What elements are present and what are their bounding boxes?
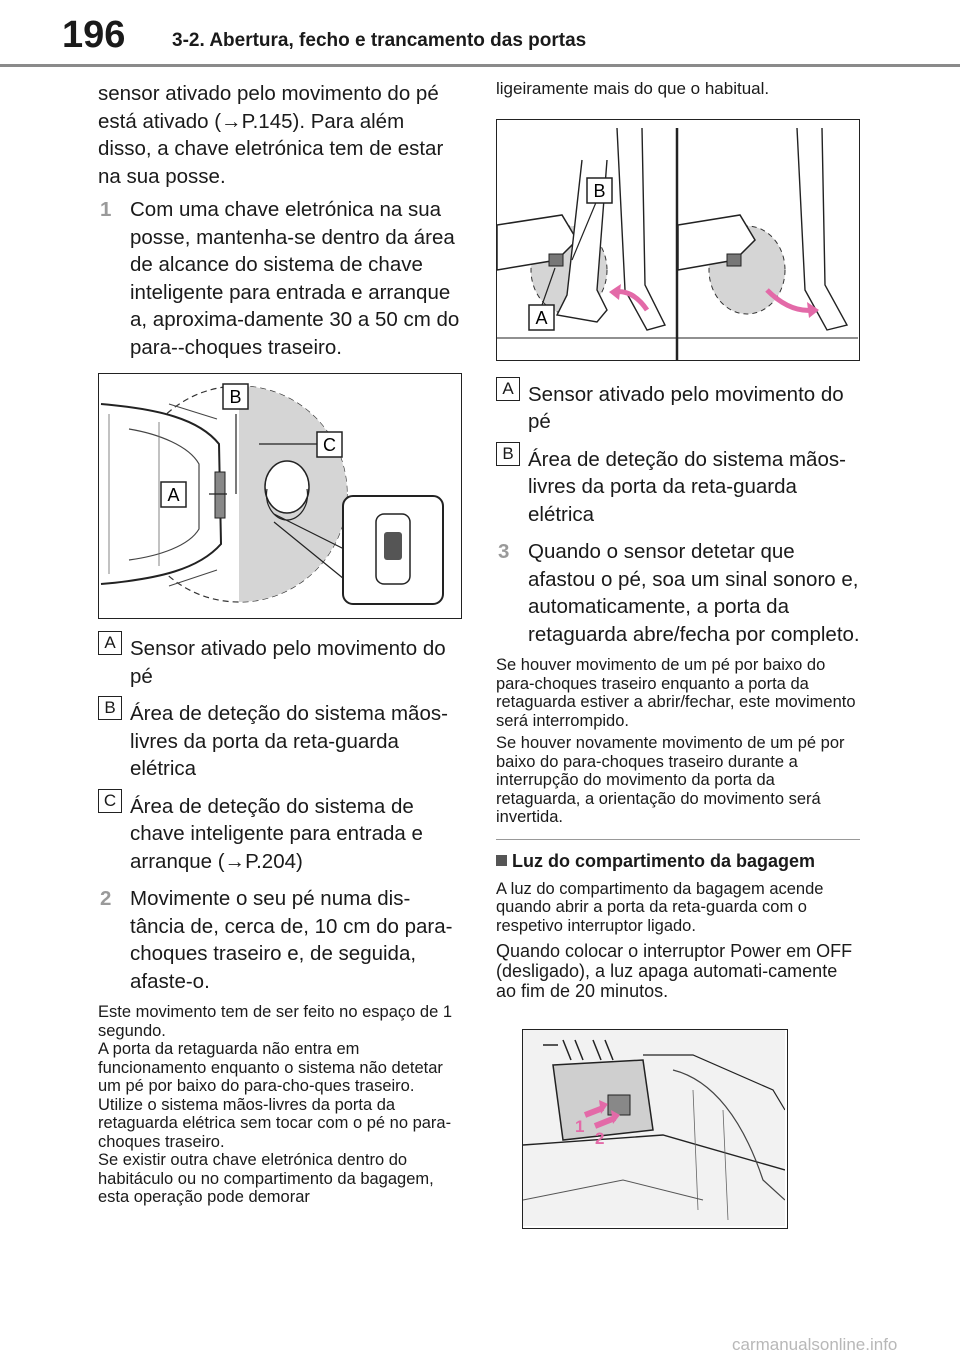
step-1 <box>98 196 462 361</box>
step-1-number: 1 <box>100 198 112 221</box>
note-paragraph: Se houver movimento de um pé por baixo do para-choques traseiro enquanto a porta da retaguarda estiver a abrir/fechar, este movimento será interrompido. <box>496 656 856 730</box>
figure-foot-motion <box>496 119 860 361</box>
luggage-light-illustration <box>523 1030 785 1226</box>
section-title: 3-2. Abertura, fecho e trancamento das portas <box>172 30 587 51</box>
header-rule <box>0 64 960 67</box>
section-divider <box>496 839 860 840</box>
continuation-text: ligeiramente mais do que o habitual. <box>496 79 770 98</box>
figure-label-a: A <box>535 307 548 328</box>
body-paragraph: Quando colocar o interruptor Power em OFF (desligado), a luz apaga automati-camente ao fim de 20 minutos. <box>496 941 853 1001</box>
figure-top-view <box>98 373 462 619</box>
step-2-number: 2 <box>100 887 112 910</box>
legend-text-c: Área de deteção do sistema de chave inteligente para entrada e arranque (→P.204) <box>130 794 423 873</box>
step-3-text: Quando o sensor detetar que afastou o pé, soa um sinal sonoro e, automaticamente, a porta da retaguarda abre/fecha por completo. <box>528 540 860 646</box>
figure-label-c: C <box>323 435 336 455</box>
legend-item-b <box>496 443 860 529</box>
step-3-number: 3 <box>498 540 510 563</box>
foot-motion-illustration <box>497 120 858 360</box>
intro-paragraph: sensor ativado pelo movimento do pé está ativado (→P.145). Para além disso, a chave eletrónica tem de estar na sua posse. <box>98 82 444 188</box>
left-column <box>98 80 462 1207</box>
figure-label-b: B <box>229 387 242 407</box>
note-paragraph: Se existir outra chave eletrónica dentro do habitáculo ou no compartimento da bagagem, esta operação pode demorar <box>98 1151 434 1206</box>
right-column <box>496 80 860 1229</box>
legend-item-a <box>496 378 860 436</box>
figure-label-a: A <box>167 485 180 505</box>
note-paragraph: Este movimento tem de ser feito no espaço de 1 segundo. <box>98 1003 453 1040</box>
figure-number-1: 1 <box>575 1117 585 1136</box>
step-2 <box>98 885 462 995</box>
note-paragraph: A porta da retaguarda não entra em funcionamento enquanto o sistema não detetar um pé por baixo do para-cho-ques traseiro. <box>98 1040 443 1095</box>
legend-key-a: A <box>496 377 520 401</box>
step-2-text: Movimente o seu pé numa dis-tância de, cerca de, 10 cm do para-choques traseiro e, de seguida, afaste-o. <box>130 887 453 993</box>
legend-item-c <box>98 790 462 876</box>
figure-number-2: 2 <box>595 1129 605 1148</box>
legend-key-b: B <box>496 442 520 466</box>
legend-text-b: Área de deteção do sistema mãos-livres da porta da reta-guarda elétrica <box>528 447 846 526</box>
legend-item-a <box>98 635 462 690</box>
figure-luggage-light <box>522 1029 788 1229</box>
watermark: carmanualsonline.info <box>732 1335 898 1354</box>
step-1-text: Com uma chave eletrónica na sua posse, mantenha-se dentro da área de alcance do sistema de chave inteligente para entrada e arranque a, aproxima-damente 30 a 50 cm do para--choques traseiro. <box>130 198 460 359</box>
bullet-square-icon <box>496 855 507 866</box>
legend-key-a: A <box>98 631 122 655</box>
legend-text-b: Área de deteção do sistema mãos-livres da porta da reta-guarda elétrica <box>130 702 448 780</box>
note-paragraph: Utilize o sistema mãos-livres da porta da retaguarda elétrica sem tocar com o pé no para-choques traseiro. <box>98 1095 452 1151</box>
top-view-illustration <box>99 374 460 618</box>
subheading-text: Luz do compartimento da bagagem <box>512 850 816 871</box>
page-number: 196 <box>62 14 126 56</box>
legend-key-b: B <box>98 696 122 720</box>
legend-text-a: Sensor ativado pelo movimento do pé <box>528 382 844 433</box>
note-paragraph: Se houver novamente movimento de um pé por baixo do para-choques traseiro durante a interrupção do movimento da porta da retaguarda, a orientação do movimento será invertida. <box>496 734 845 826</box>
note-paragraph: A luz do compartimento da bagagem acende quando abrir a porta da reta-guarda com o respetivo interruptor ligado. <box>496 879 824 935</box>
figure-label-b: B <box>593 180 606 201</box>
legend-text-a: Sensor ativado pelo movimento do pé <box>130 637 446 688</box>
legend-key-c: C <box>98 789 122 813</box>
subheading <box>496 850 860 872</box>
legend-item-b <box>98 700 462 783</box>
step-3 <box>496 538 860 648</box>
